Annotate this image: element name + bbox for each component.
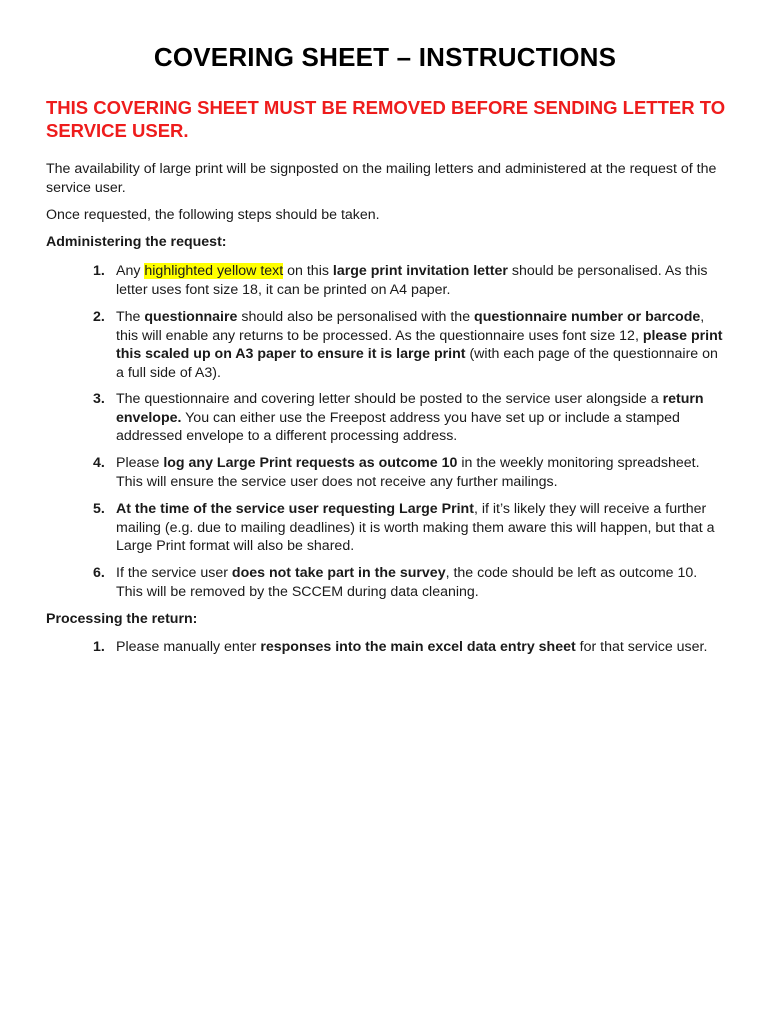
step-text: If the service user does not take part in the survey, the code should be left as outcome 10. This will be removed by the SCCEM during data cleaning. (116, 565, 698, 600)
step-text: Any highlighted yellow text on this large print invitation letter should be personalised. As this letter uses font size 18, it can be printed on A4 paper. (116, 263, 708, 298)
step-text: Please manually enter responses into the main excel data entry sheet for that service user. (116, 639, 708, 655)
step-number: 2. (93, 309, 105, 325)
step-text: Please log any Large Print requests as outcome 10 in the weekly monitoring spreadsheet. This will ensure the service user does not receive any further mailings. (116, 455, 700, 490)
step-number: 1. (93, 639, 105, 655)
step-number: 6. (93, 565, 105, 581)
step-number: 3. (93, 391, 105, 407)
step-text: The questionnaire and covering letter should be posted to the service user alongside a return envelope. You can either use the Freepost address you have set up or include a stamped addressed envelope to a different processing address. (116, 391, 704, 444)
steps-intro-paragraph: Once requested, the following steps should be taken. (46, 207, 380, 223)
step-text: At the time of the service user requesting Large Print, if it’s likely they will receive a further mailing (e.g. due to mailing deadlines) it is worth making them aware this will happen, but that a Large Print format will also be shared. (116, 501, 715, 554)
page-title: COVERING SHEET – INSTRUCTIONS (153, 42, 617, 72)
step-number: 1. (93, 263, 105, 279)
removal-warning: THIS COVERING SHEET MUST BE REMOVED BEFORE SENDING LETTER TO SERVICE USER. (46, 97, 726, 141)
highlighted-text: highlighted yellow text (144, 263, 284, 279)
processing-heading: Processing the return: (46, 611, 198, 627)
step-number: 5. (93, 501, 105, 517)
step-number: 4. (93, 455, 105, 471)
step-text: The questionnaire should also be personalised with the questionnaire number or barcode, this will enable any returns to be processed. As the questionnaire uses font size 12, please print this scaled up on A3 paper to ensure it is large print (with each page of the questionnaire on a full side of A3). (116, 309, 723, 381)
administering-heading: Administering the request: (46, 234, 227, 250)
intro-paragraph: The availability of large print will be signposted on the mailing letters and administered at the request of the service user. (46, 161, 717, 196)
